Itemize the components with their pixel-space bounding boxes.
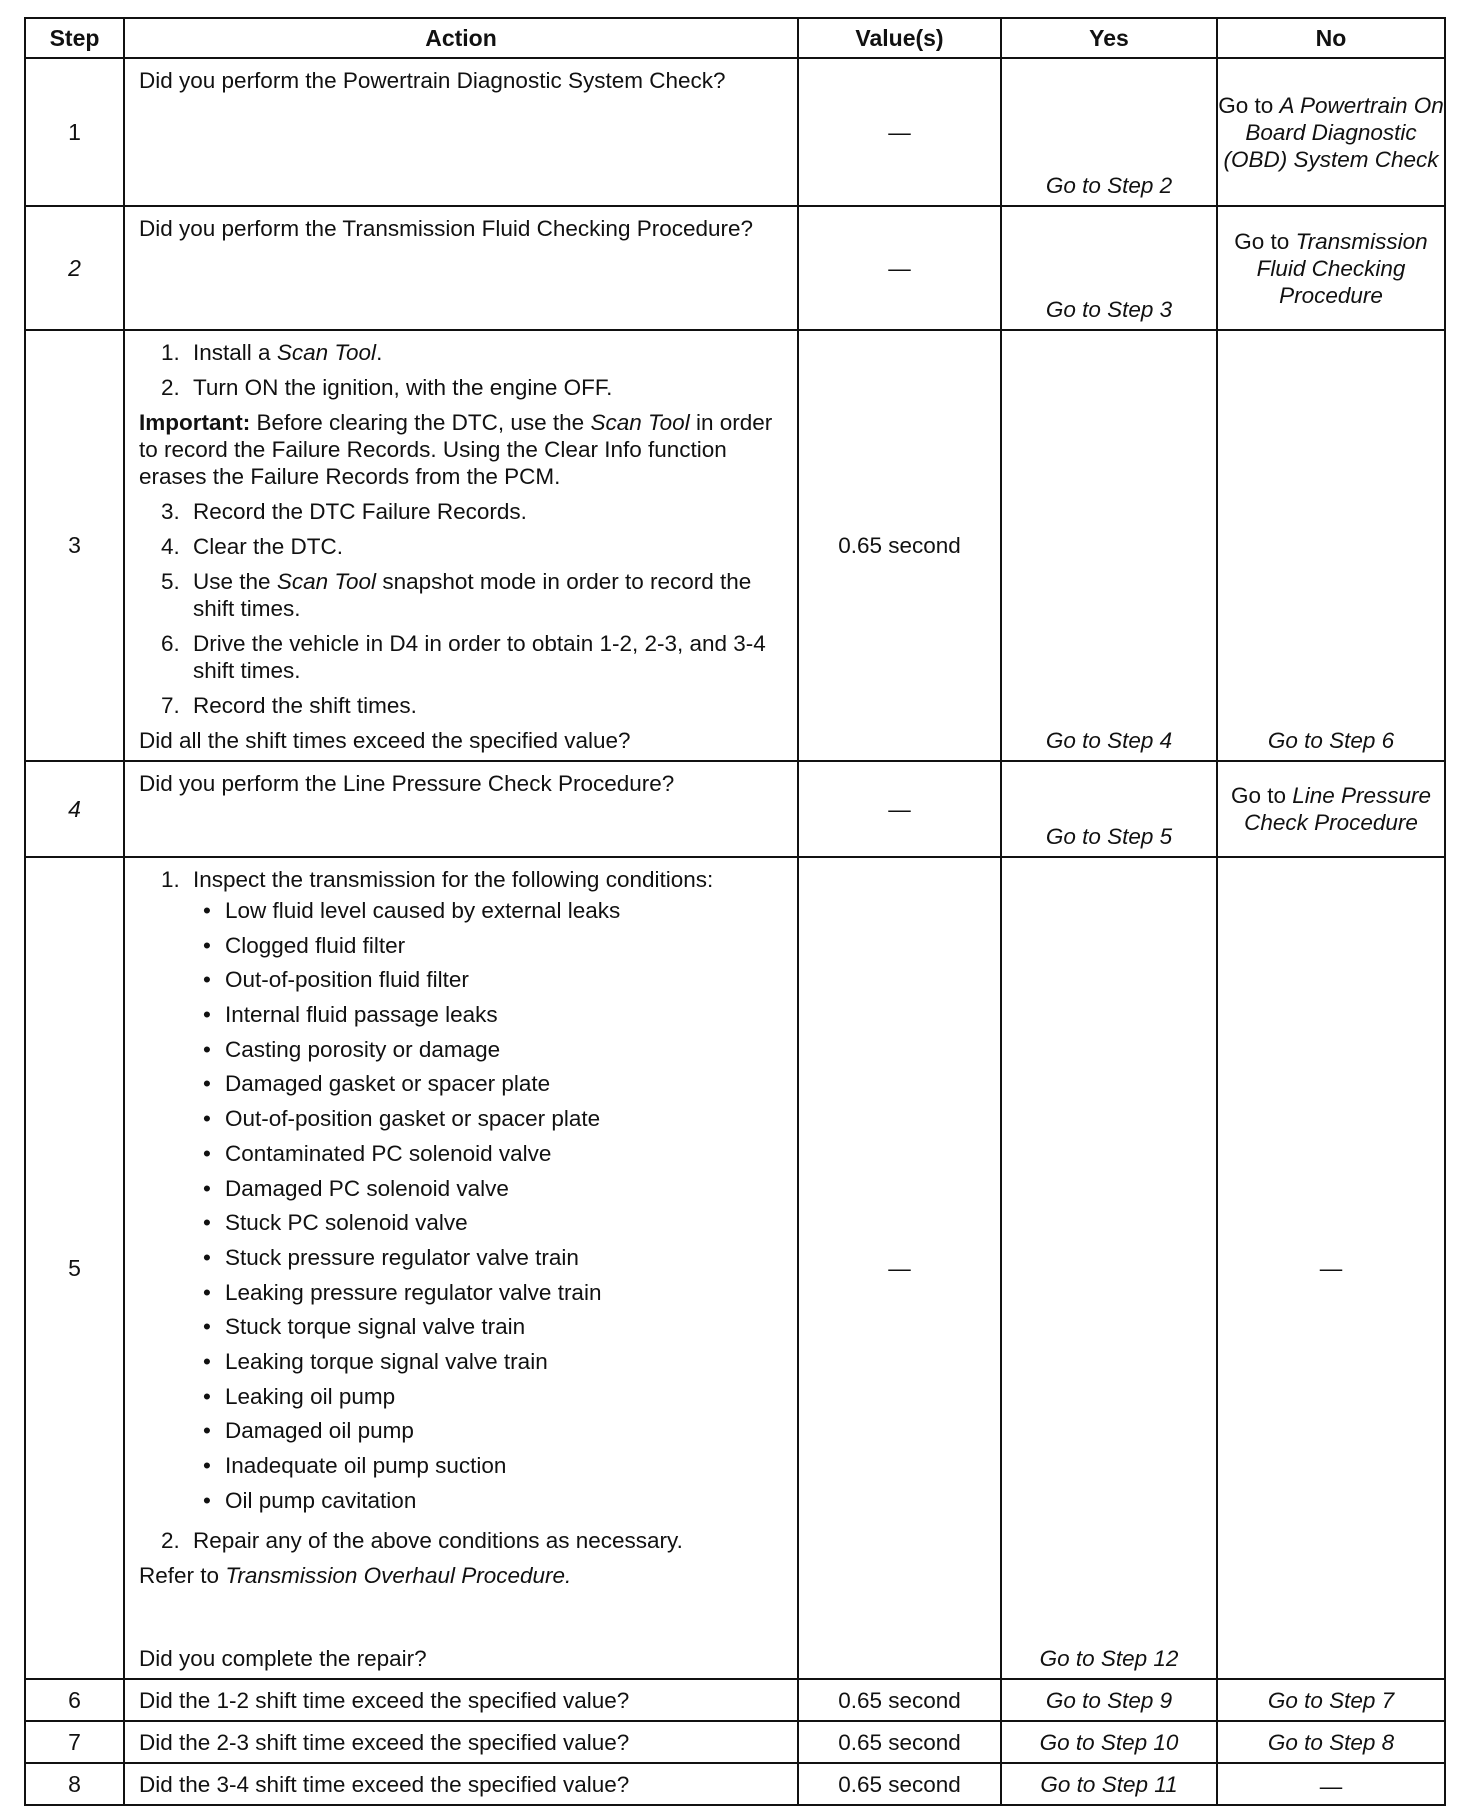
header-values: Value(s) — [798, 18, 1001, 58]
no-link-text: A Powertrain On Board Diagnostic (OBD) System Check — [1223, 92, 1444, 172]
no-cell: Go to Step 7 — [1217, 1679, 1445, 1721]
no-prefix: Go to — [1218, 92, 1274, 118]
bullet-icon: • — [203, 967, 211, 993]
condition-text: Stuck torque signal valve train — [225, 1314, 526, 1340]
refer-note: Refer to Transmission Overhaul Procedure. — [139, 1563, 572, 1589]
value-cell: 0.65 second — [798, 1721, 1001, 1763]
no-link-text: Line Pressure Check Procedure — [1244, 783, 1432, 835]
bullet-icon: • — [203, 1348, 211, 1374]
bullet-icon: • — [203, 1175, 211, 1201]
no-cell: — — [1217, 857, 1445, 1679]
header-step: Step — [25, 18, 124, 58]
action-text: Did you perform the Powertrain Diagnostic System Check? — [139, 68, 726, 93]
table-row — [25, 1721, 1445, 1763]
condition-item — [203, 1070, 785, 1105]
condition-text: Low fluid level caused by external leaks — [225, 898, 621, 923]
list-item: 1. Install a Scan Tool. — [161, 340, 383, 365]
condition-item — [203, 1313, 785, 1348]
conditions-list — [203, 897, 785, 1521]
condition-text: Leaking oil pump — [225, 1383, 396, 1409]
bullet-icon: • — [203, 1071, 211, 1097]
action-cell — [124, 857, 798, 1679]
condition-item — [203, 1487, 785, 1522]
list-item: 3. Record the DTC Failure Records. — [161, 499, 527, 524]
table-row — [25, 1763, 1445, 1805]
no-cell — [1217, 206, 1445, 330]
bullet-icon: • — [203, 1036, 211, 1062]
condition-text: Out-of-position fluid filter — [225, 967, 469, 993]
table-row — [25, 58, 1445, 206]
condition-item — [203, 1001, 785, 1036]
action-question: Did all the shift times exceed the specified value? — [139, 728, 631, 753]
condition-item — [203, 897, 785, 932]
condition-item — [203, 932, 785, 967]
no-cell: — — [1217, 1763, 1445, 1805]
value-cell: — — [798, 857, 1001, 1679]
condition-item — [203, 1140, 785, 1175]
step-number: 8 — [25, 1763, 124, 1805]
action-cell — [124, 58, 798, 206]
value-cell: 0.65 second — [798, 1679, 1001, 1721]
yes-cell: Go to Step 5 — [1001, 761, 1217, 857]
condition-text: Stuck pressure regulator valve train — [225, 1244, 579, 1270]
bullet-icon: • — [203, 1279, 211, 1305]
list-item: 7. Record the shift times. — [161, 693, 417, 718]
yes-cell: Go to Step 4 — [1001, 330, 1217, 761]
list-item: 5. Use the Scan Tool snapshot mode in order to record the shift times. — [161, 569, 752, 621]
condition-text: Contaminated PC solenoid valve — [225, 1140, 552, 1166]
condition-text: Damaged gasket or spacer plate — [225, 1071, 551, 1097]
yes-cell: Go to Step 10 — [1001, 1721, 1217, 1763]
value-cell: — — [798, 761, 1001, 857]
no-cell: Go to Step 6 — [1217, 330, 1445, 761]
yes-cell: Go to Step 12 — [1001, 857, 1217, 1679]
condition-item — [203, 1244, 785, 1279]
list-item: 2. Turn ON the ignition, with the engine OFF. — [161, 375, 613, 400]
bullet-icon: • — [203, 1210, 211, 1236]
list-item: 1. Inspect the transmission for the following conditions: — [161, 867, 714, 892]
table-row — [25, 857, 1445, 1679]
condition-text: Leaking torque signal valve train — [225, 1348, 548, 1374]
condition-text: Damaged PC solenoid valve — [225, 1175, 509, 1201]
header-row — [25, 18, 1445, 58]
important-note: Important: Before clearing the DTC, use the Scan Tool in order to record the Failure Records. Using the Clear Info function erases the Failure Records from the PCM. — [139, 410, 773, 489]
list-item: 6. Drive the vehicle in D4 in order to obtain 1-2, 2-3, and 3-4 shift times. — [161, 631, 766, 683]
condition-item — [203, 1348, 785, 1383]
condition-text: Damaged oil pump — [225, 1418, 414, 1444]
step-number: 3 — [25, 330, 124, 761]
table-row — [25, 1679, 1445, 1721]
condition-item — [203, 1417, 785, 1452]
no-prefix: Go to — [1230, 783, 1286, 808]
yes-cell: Go to Step 9 — [1001, 1679, 1217, 1721]
action-cell: Did the 2-3 shift time exceed the specified value? — [124, 1721, 798, 1763]
step-number: 4 — [25, 761, 124, 857]
action-cell — [124, 330, 798, 761]
bullet-icon: • — [203, 1314, 211, 1340]
condition-item — [203, 1175, 785, 1210]
step-number: 6 — [25, 1679, 124, 1721]
yes-cell: Go to Step 11 — [1001, 1763, 1217, 1805]
value-cell: — — [798, 58, 1001, 206]
condition-text: Internal fluid passage leaks — [225, 1002, 498, 1028]
step-number: 1 — [25, 58, 124, 206]
no-cell — [1217, 761, 1445, 857]
condition-text: Oil pump cavitation — [225, 1487, 417, 1513]
step-number: 2 — [25, 206, 124, 330]
no-cell — [1217, 58, 1445, 206]
condition-text: Inadequate oil pump suction — [225, 1453, 507, 1478]
bullet-icon: • — [203, 1244, 211, 1270]
spacer — [139, 1589, 785, 1645]
condition-item — [203, 1383, 785, 1418]
bullet-icon: • — [203, 1383, 211, 1409]
step-number: 7 — [25, 1721, 124, 1763]
bullet-icon: • — [203, 932, 211, 958]
condition-text: Clogged fluid filter — [225, 932, 406, 958]
condition-item — [203, 966, 785, 1001]
bullet-icon: • — [203, 1106, 211, 1132]
condition-item — [203, 1452, 785, 1487]
header-no: No — [1217, 18, 1445, 58]
yes-cell: Go to Step 3 — [1001, 206, 1217, 330]
value-cell: 0.65 second — [798, 1763, 1001, 1805]
condition-item — [203, 1279, 785, 1314]
table-row — [25, 206, 1445, 330]
action-cell — [124, 206, 798, 330]
bullet-icon: • — [203, 898, 211, 923]
scan-tool-term: Scan Tool — [276, 340, 377, 365]
condition-text: Casting porosity or damage — [225, 1036, 501, 1062]
value-cell: 0.65 second — [798, 330, 1001, 761]
action-cell: Did the 3-4 shift time exceed the specified value? — [124, 1763, 798, 1805]
condition-text: Out-of-position gasket or spacer plate — [225, 1106, 601, 1132]
condition-item — [203, 1105, 785, 1140]
action-cell — [124, 761, 798, 857]
no-prefix: Go to — [1234, 228, 1290, 254]
list-item: 4. Clear the DTC. — [161, 534, 344, 559]
bullet-icon: • — [203, 1418, 211, 1444]
condition-item — [203, 1209, 785, 1244]
action-text: Did you perform the Transmission Fluid Checking Procedure? — [139, 216, 754, 241]
yes-cell: Go to Step 2 — [1001, 58, 1217, 206]
action-question: Did you complete the repair? — [139, 1646, 427, 1672]
condition-text: Leaking pressure regulator valve train — [225, 1279, 602, 1305]
bullet-icon: • — [203, 1002, 211, 1028]
header-yes: Yes — [1001, 18, 1217, 58]
bullet-icon: • — [203, 1140, 211, 1166]
bullet-icon: • — [203, 1487, 211, 1513]
value-cell: — — [798, 206, 1001, 330]
bullet-icon: • — [203, 1453, 211, 1478]
list-item: 2. Repair any of the above conditions as necessary. — [161, 1528, 683, 1554]
no-link-text: Transmission Fluid Checking Procedure — [1256, 228, 1428, 308]
header-action: Action — [124, 18, 798, 58]
step-number: 5 — [25, 857, 124, 1679]
condition-item — [203, 1036, 785, 1071]
action-cell: Did the 1-2 shift time exceed the specified value? — [124, 1679, 798, 1721]
table-row — [25, 330, 1445, 761]
condition-text: Stuck PC solenoid valve — [225, 1210, 468, 1236]
no-cell: Go to Step 8 — [1217, 1721, 1445, 1763]
diagnostic-table — [24, 17, 1446, 1806]
action-text: Did you perform the Line Pressure Check Procedure? — [139, 771, 675, 796]
table-row — [25, 761, 1445, 857]
important-label: Important: — [139, 410, 251, 435]
